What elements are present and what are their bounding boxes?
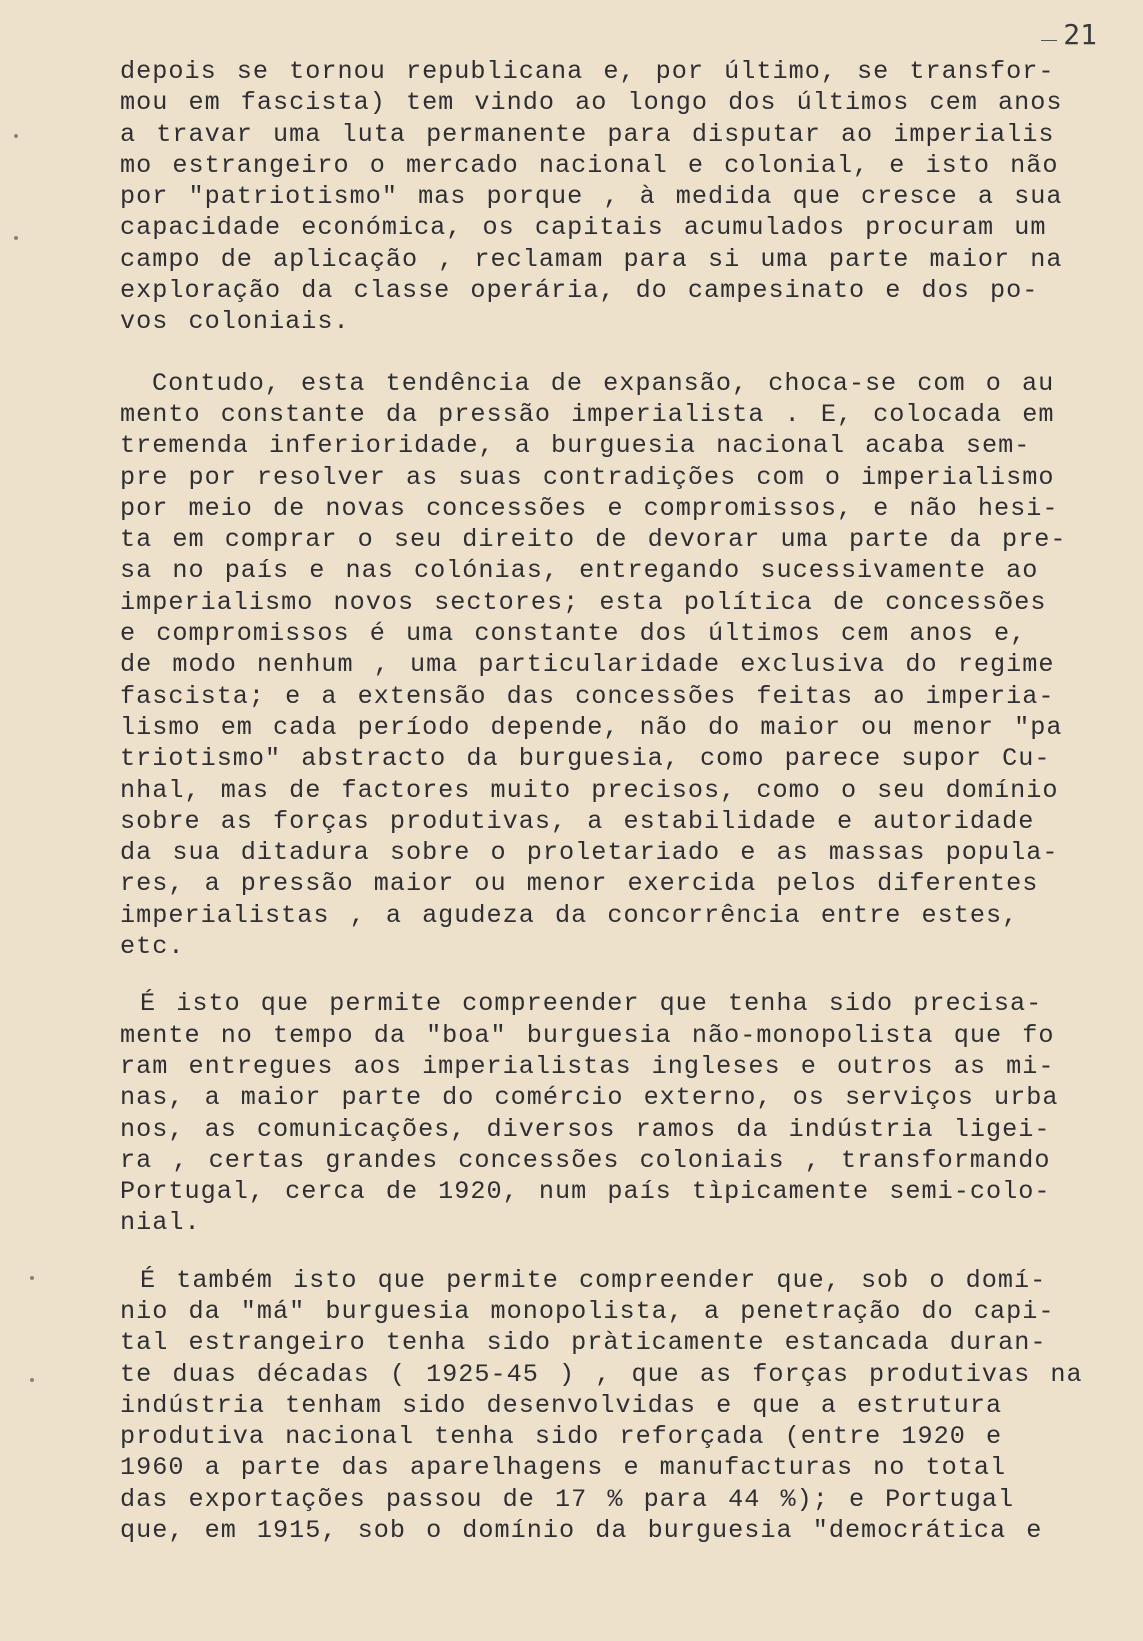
text-line: campo de aplicação , reclamam para si uma parte maior na bbox=[120, 244, 1063, 274]
text-line: Portugal, cerca de 1920, num país tìpicamente semi-colo- bbox=[120, 1177, 1051, 1207]
text-line: a travar uma luta permanente para disputar ao imperialis bbox=[120, 119, 1055, 149]
text-line: mo estrangeiro o mercado nacional e colonial, e isto não bbox=[120, 150, 1059, 180]
paragraph-3 bbox=[120, 988, 1100, 1238]
text-line: ram entregues aos imperialistas ingleses e outros as mi- bbox=[120, 1051, 1055, 1081]
text-line: res, a pressão maior ou menor exercida pelos diferentes bbox=[120, 869, 1039, 899]
text-line: É isto que permite compreender que tenha sido precisa- bbox=[140, 989, 1043, 1019]
text-line: Contudo, esta tendência de expansão, choca-se com o au bbox=[152, 368, 1055, 398]
paragraph-2 bbox=[120, 368, 1100, 963]
text-line: mento constante da pressão imperialista . E, colocada em bbox=[120, 399, 1055, 429]
margin-mark bbox=[14, 134, 18, 138]
text-line: É também isto que permite compreender que, sob o domí- bbox=[140, 1265, 1047, 1295]
text-line: tremenda inferioridade, a burguesia nacional acaba sem- bbox=[120, 431, 1031, 461]
paragraph-1 bbox=[120, 56, 1100, 338]
text-line: nos, as comunicações, diversos ramos da indústria ligei- bbox=[120, 1114, 1051, 1144]
text-line: exploração da classe operária, do campesinato e dos po- bbox=[120, 276, 1039, 306]
text-line: fascista; e a extensão das concessões feitas ao imperia- bbox=[120, 681, 1055, 711]
margin-mark bbox=[14, 236, 18, 240]
text-line: nhal, mas de factores muito precisos, como o seu domínio bbox=[120, 775, 1059, 805]
text-line: 1960 a parte das aparelhagens e manufacturas no total bbox=[120, 1453, 1007, 1483]
text-line: sa no país e nas colónias, entregando sucessivamente ao bbox=[120, 556, 1039, 586]
text-line: vos coloniais. bbox=[120, 307, 350, 337]
text-line: produtiva nacional tenha sido reforçada (entre 1920 e bbox=[120, 1422, 1003, 1452]
text-line: triotismo" abstracto da burguesia, como parece supor Cu- bbox=[120, 744, 1051, 774]
text-line: mente no tempo da "boa" burguesia não-monopolista que fo bbox=[120, 1020, 1055, 1050]
text-line: tal estrangeiro tenha sido pràticamente estancada duran- bbox=[120, 1328, 1047, 1358]
body-text bbox=[120, 56, 1100, 1546]
text-line: da sua ditadura sobre o proletariado e as massas popula- bbox=[120, 838, 1059, 868]
text-line: que, em 1915, sob o domínio da burguesia "democrática e bbox=[120, 1516, 1043, 1546]
text-line: por "patriotismo" mas porque , à medida que cresce a sua bbox=[120, 182, 1063, 212]
text-line: nio da "má" burguesia monopolista, a penetração do capi- bbox=[120, 1296, 1055, 1326]
text-line: etc. bbox=[120, 932, 185, 962]
text-line: sobre as forças produtivas, a estabilidade e autoridade bbox=[120, 806, 1035, 836]
page-number: 21 bbox=[1063, 18, 1097, 51]
margin-mark bbox=[30, 1276, 34, 1280]
text-line: de modo nenhum , uma particularidade exclusiva do regime bbox=[120, 650, 1055, 680]
text-line: das exportações passou de 17 % para 44 %); e Portugal bbox=[120, 1484, 1015, 1514]
text-line: imperialistas , a agudeza da concorrência entre estes, bbox=[120, 900, 1019, 930]
text-line: ta em comprar o seu direito de devorar uma parte da pre- bbox=[120, 525, 1067, 555]
margin-mark bbox=[30, 1378, 34, 1382]
text-line: depois se tornou republicana e, por último, se transfor- bbox=[120, 57, 1055, 86]
text-line: e compromissos é uma constante dos últimos cem anos e, bbox=[120, 619, 1027, 649]
text-line: pre por resolver as suas contradições com o imperialismo bbox=[120, 462, 1055, 492]
text-line: nas, a maior parte do comércio externo, os serviços urba bbox=[120, 1083, 1059, 1113]
text-line: lismo em cada período depende, não do maior ou menor "pa bbox=[120, 712, 1063, 742]
text-line: imperialismo novos sectores; esta política de concessões bbox=[120, 587, 1047, 617]
text-line: ra , certas grandes concessões coloniais , transformando bbox=[120, 1145, 1051, 1175]
text-line: nial. bbox=[120, 1208, 201, 1238]
text-line: indústria tenham sido desenvolvidas e que a estrutura bbox=[120, 1390, 1003, 1420]
text-line: mou em fascista) tem vindo ao longo dos últimos cem anos bbox=[120, 88, 1063, 118]
text-line: capacidade económica, os capitais acumulados procuram um bbox=[120, 213, 1047, 243]
text-line: por meio de novas concessões e compromissos, e não hesi- bbox=[120, 493, 1059, 523]
text-line: te duas décadas ( 1925-45 ) , que as forças produtivas na bbox=[120, 1359, 1083, 1389]
paragraph-4 bbox=[120, 1265, 1100, 1547]
